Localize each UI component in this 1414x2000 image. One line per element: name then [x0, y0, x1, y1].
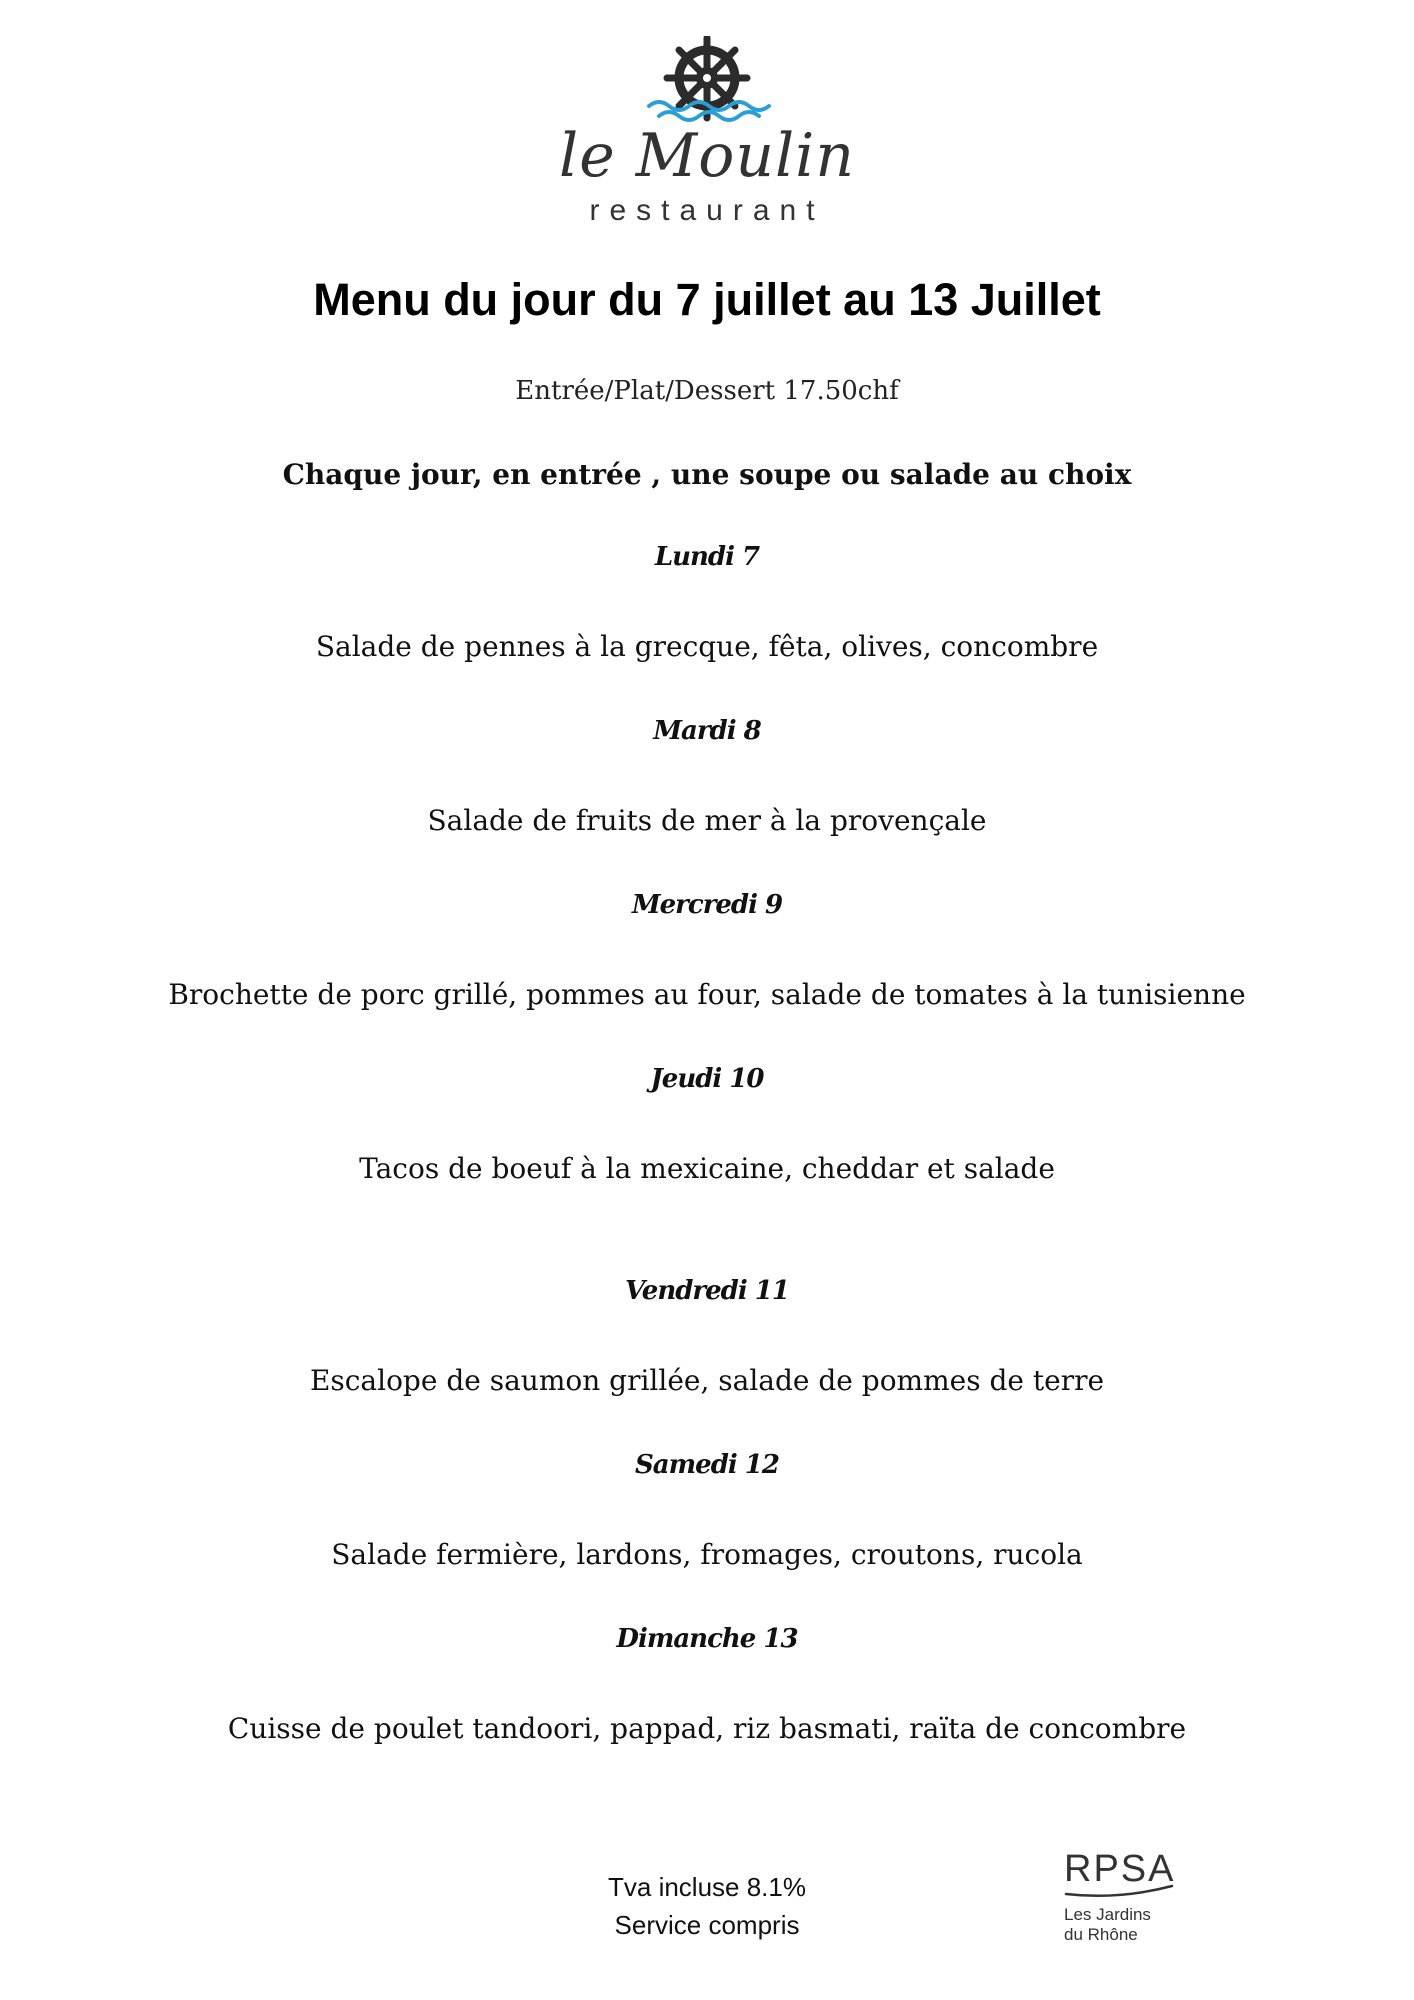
dish-wednesday: Brochette de porc grillé, pommes au four, salade de tomates à la tunisienne — [168, 978, 1246, 1011]
dish-sunday: Cuisse de poulet tandoori, pappad, riz basmati, raïta de concombre — [227, 1712, 1187, 1745]
partner-line-1: Les Jardins — [1064, 1905, 1151, 1924]
service-note: Service compris — [614, 1910, 800, 1940]
logo-script-name: le Moulin — [559, 121, 855, 191]
day-heading-friday: Vendredi 11 — [625, 1276, 789, 1306]
day-heading-sunday: Dimanche 13 — [616, 1624, 798, 1654]
partner-mark: RPSA — [1064, 1848, 1176, 1890]
menu-price: Entrée/Plat/Dessert 17.50chf — [515, 376, 899, 406]
day-heading-tuesday: Mardi 8 — [653, 716, 761, 746]
dish-saturday: Salade fermière, lardons, fromages, croutons, rucola — [331, 1538, 1083, 1571]
day-heading-thursday: Jeudi 10 — [650, 1064, 764, 1094]
ship-wheel-icon — [557, 36, 857, 126]
restaurant-logo — [557, 36, 857, 236]
swoosh-icon — [1064, 1884, 1174, 1898]
vat-note: Tva incluse 8.1% — [608, 1872, 806, 1902]
dish-thursday: Tacos de boeuf à la mexicaine, cheddar et salade — [359, 1152, 1055, 1185]
partner-logo — [1064, 1850, 1204, 1950]
logo-subtitle: restaurant — [589, 194, 825, 227]
page-title: Menu du jour du 7 juillet au 13 Juillet — [313, 274, 1101, 325]
dish-monday: Salade de pennes à la grecque, fêta, olives, concombre — [315, 630, 1099, 663]
day-heading-monday: Lundi 7 — [654, 542, 760, 572]
daily-starter-note: Chaque jour, en entrée , une soupe ou salade au choix — [282, 458, 1132, 491]
partner-line-2: du Rhône — [1064, 1925, 1138, 1944]
dish-friday: Escalope de saumon grillée, salade de pommes de terre — [309, 1364, 1105, 1397]
day-heading-saturday: Samedi 12 — [635, 1450, 779, 1480]
day-heading-wednesday: Mercredi 9 — [631, 890, 783, 920]
dish-tuesday: Salade de fruits de mer à la provençale — [427, 804, 987, 837]
